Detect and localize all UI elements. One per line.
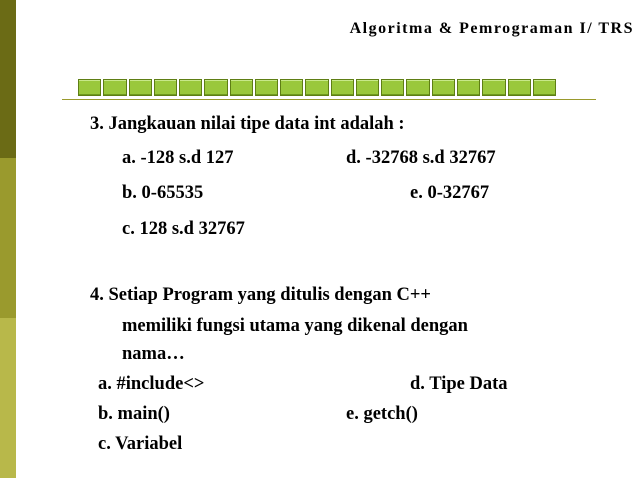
q4-option-b: b. main()	[98, 404, 170, 424]
q4-option-d: d. Tipe Data	[410, 374, 508, 394]
q4-question-line-2: memiliki fungsi utama yang dikenal dengan	[122, 316, 468, 336]
q3-option-d: d. -32768 s.d 32767	[346, 148, 496, 168]
q3-option-c: c. 128 s.d 32767	[122, 219, 245, 239]
q4-question-line-1: 4. Setiap Program yang ditulis dengan C++	[90, 285, 431, 305]
slide-header-title: Algoritma & Pemrograman I/ TRS	[349, 20, 634, 37]
q3-option-b: b. 0-65535	[122, 183, 204, 203]
q4-option-e: e. getch()	[346, 404, 418, 424]
q4-question-line-3: nama…	[122, 344, 185, 364]
q3-question: 3. Jangkauan nilai tipe data int adalah :	[90, 114, 405, 134]
q4-option-c: c. Variabel	[98, 434, 183, 454]
q4-option-a: a. #include<>	[98, 374, 205, 394]
q3-option-a: a. -128 s.d 127	[122, 148, 234, 168]
q3-option-e: e. 0-32767	[410, 183, 490, 203]
